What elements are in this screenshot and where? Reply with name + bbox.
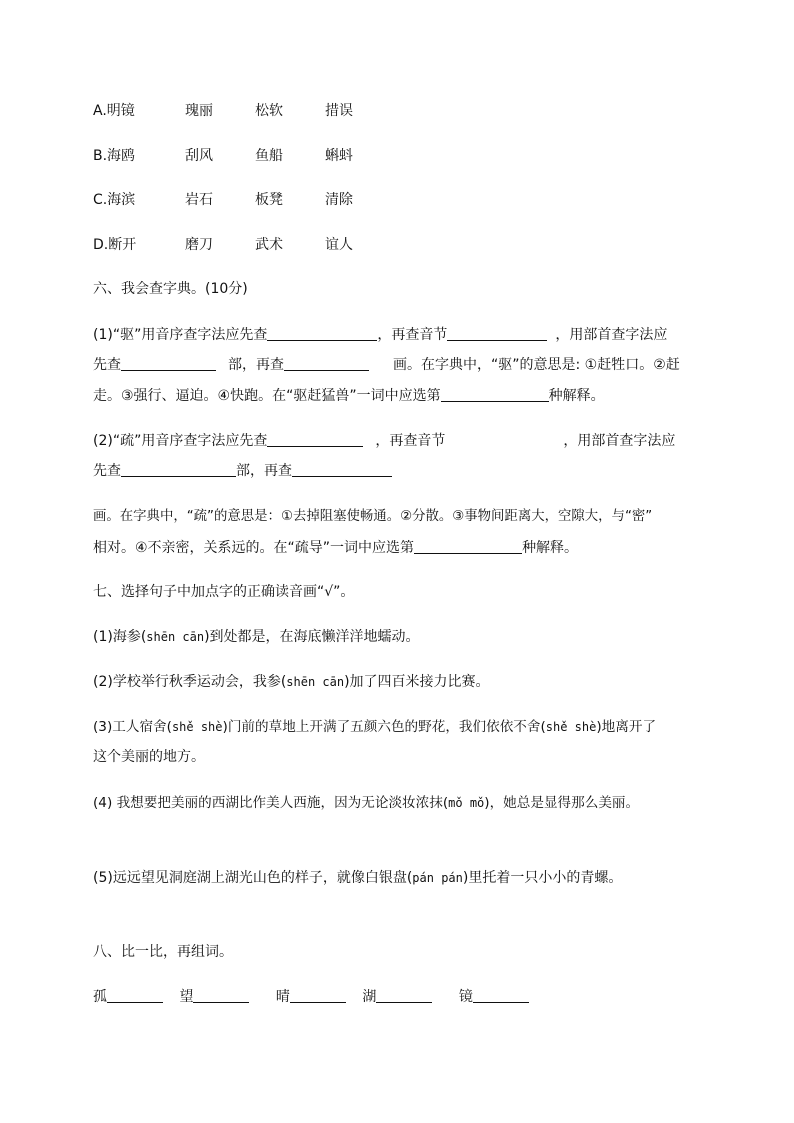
s8-words: 孤 望 晴 湖 镜 bbox=[93, 988, 529, 1006]
pinyin-choice[interactable]: shě shè bbox=[171, 720, 223, 734]
blank[interactable] bbox=[121, 356, 216, 371]
blank[interactable] bbox=[447, 326, 547, 341]
s7-q2: (2)学校举行秋季运动会，我参(shēn cān)加了四百米接力比赛。 bbox=[93, 674, 490, 690]
option-a: A.明镜 瑰丽 松软 措误 bbox=[93, 103, 353, 119]
blank[interactable] bbox=[121, 462, 236, 477]
blank[interactable] bbox=[376, 988, 432, 1003]
pinyin-choice[interactable]: shě shè bbox=[545, 720, 597, 734]
s7-q3: (3)工人宿舍(shě shè)门前的草地上开满了五颜六色的野花，我们依依不舍(shě shè)地离开了 bbox=[93, 719, 657, 735]
blank[interactable] bbox=[107, 988, 163, 1003]
s7-q3-cont: 这个美丽的地方。 bbox=[93, 749, 205, 765]
blank[interactable] bbox=[441, 387, 549, 402]
blank[interactable] bbox=[414, 539, 522, 554]
option-b: B.海鸥 刮风 鱼船 蝌蚪 bbox=[93, 148, 353, 164]
pinyin-choice[interactable]: mǒ mǒ bbox=[448, 796, 485, 810]
s6-q1-line1: (1)“驱”用音序查字法应先查 ，再查音节 ，用部首查字法应 bbox=[93, 327, 668, 343]
s6-q1-line2: 先查 部，再查 画。在字典中，“驱”的意思是: ①赶牲口。②赶 bbox=[93, 357, 680, 373]
s7-q4: (4) 我想要把美丽的西湖比作美人西施，因为无论淡妆浓抹(mǒ mǒ)，她总是显得那么美丽。 bbox=[93, 795, 640, 811]
section-7-title: 七、选择句子中加点字的正确读音画“√”。 bbox=[93, 584, 355, 600]
s7-q1: (1)海参(shēn cān)到处都是，在海底懒洋洋地蠕动。 bbox=[93, 629, 420, 645]
s6-q2-line3: 画。在字典中，“疏”的意思是：①去掉阻塞使畅通。②分散。③事物间距离大，空隙大，与“密” bbox=[93, 509, 653, 524]
blank[interactable] bbox=[267, 432, 363, 447]
section-6-title: 六、我会查字典。(10分) bbox=[93, 281, 248, 297]
s6-q2-line2: 先查 部，再查 bbox=[93, 462, 392, 480]
blank[interactable] bbox=[193, 988, 249, 1003]
blank[interactable] bbox=[292, 462, 392, 477]
blank[interactable] bbox=[290, 988, 346, 1003]
blank[interactable] bbox=[473, 988, 529, 1003]
section-8-title: 八、比一比，再组词。 bbox=[93, 944, 233, 960]
blank[interactable] bbox=[284, 356, 369, 371]
s6-q1-line3: 走。③强行、逼迫。④快跑。在“驱赶猛兽”一词中应选第 种解释。 bbox=[93, 388, 605, 404]
pinyin-choice[interactable]: shēn cān bbox=[146, 630, 205, 644]
option-c: C.海滨 岩石 板凳 清除 bbox=[93, 192, 353, 208]
pinyin-choice[interactable]: pán pán bbox=[412, 871, 463, 885]
blank[interactable] bbox=[267, 326, 377, 341]
s6-q2-line4: 相对。④不亲密，关系远的。在“疏导”一词中应选第 种解释。 bbox=[93, 540, 579, 556]
pinyin-choice[interactable]: shēn cān bbox=[286, 675, 345, 689]
s7-q5: (5)远远望见洞庭湖上湖光山色的样子，就像白银盘(pán pán)里托着一只小小的青螺。 bbox=[93, 870, 623, 886]
s6-q2-line1: (2)“疏”用音序查字法应先查 ，再查音节 ，用部首查字法应 bbox=[93, 433, 676, 449]
option-d: D.断开 磨刀 武术 谊人 bbox=[93, 237, 353, 253]
